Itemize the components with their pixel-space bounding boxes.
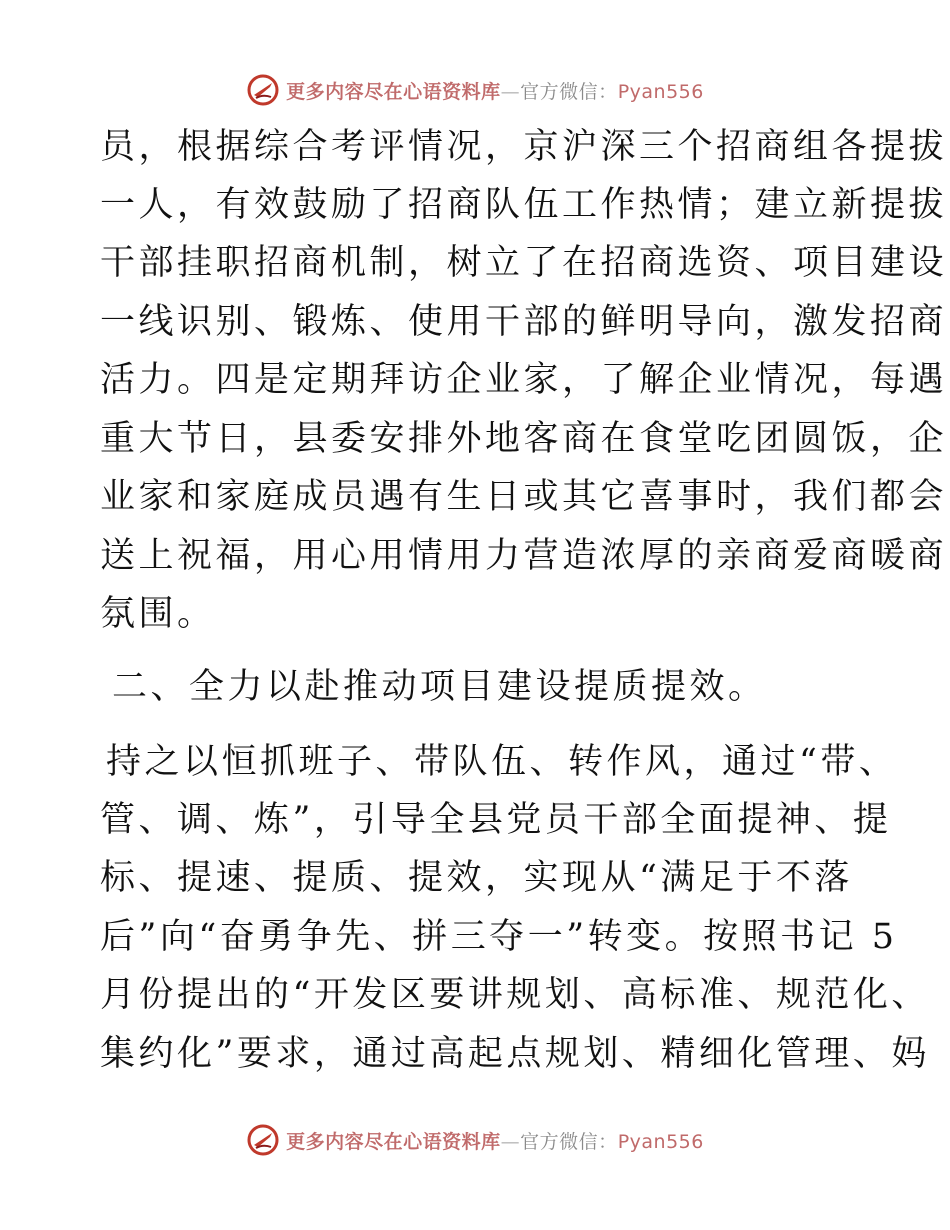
paragraph2-line-3: 标、提速、提质、提效，实现从“满足于不落 (100, 858, 853, 898)
paragraph1-line-3: 干部挂职招商机制，树立了在招商选资、项目建设 (100, 243, 948, 283)
watermark-footer (0, 1120, 950, 1160)
paragraph1-line-4: 一线识别、锻炼、使用干部的鲜明导向，激发招商 (100, 302, 948, 342)
paragraph2-line-5: 月份提出的“开发区要讲规划、高标准、规范化、 (100, 975, 930, 1015)
paragraph1-line-9: 氛围。 (100, 594, 216, 634)
watermark-wechat-id: Pyan556 (617, 1130, 704, 1153)
paragraph1-line-1: 员，根据综合考评情况，京沪深三个招商组各提拔 (100, 127, 948, 167)
watermark-dash: — (500, 80, 521, 103)
paragraph1-line-6: 重大节日，县委安排外地客商在食堂吃团圆饭，企 (100, 419, 948, 459)
paragraph1-line-5: 活力。四是定期拜访企业家，了解企业情况，每遇 (100, 360, 948, 400)
watermark-text (286, 1127, 704, 1154)
paragraph2-line-6: 集约化”要求，通过高起点规划、精细化管理、妈 (100, 1034, 930, 1074)
paragraph2-line-2: 管、调、炼”，引导全县党员干部全面提神、提 (100, 800, 892, 840)
paragraph1-line-8: 送上祝福，用心用情用力营造浓厚的亲商爱商暖商 (100, 536, 948, 576)
watermark-official-label: 官方微信： (520, 1130, 618, 1153)
watermark-dash: — (500, 1130, 521, 1153)
watermark-brand: 更多内容尽在心语资料库 (286, 1130, 501, 1153)
paragraph1-line-2: 一人，有效鼓励了招商队伍工作热情；建立新提拔 (100, 185, 948, 225)
watermark-wechat-id: Pyan556 (617, 80, 704, 103)
watermark-official-label: 官方微信： (520, 80, 618, 103)
watermark-brand: 更多内容尽在心语资料库 (286, 80, 501, 103)
paragraph2-line-1: 持之以恒抓班子、带队伍、转作风，通过“带、 (106, 742, 898, 782)
paragraph1-line-7: 业家和家庭成员遇有生日或其它喜事时，我们都会 (100, 477, 948, 517)
book-quill-logo-icon (246, 1123, 280, 1157)
section-heading: 二、全力以赴推动项目建设提质提效。 (112, 667, 767, 707)
paragraph2-line-4: 后”向“奋勇争先、拼三夺一”转变。按照书记 5 (100, 917, 898, 957)
